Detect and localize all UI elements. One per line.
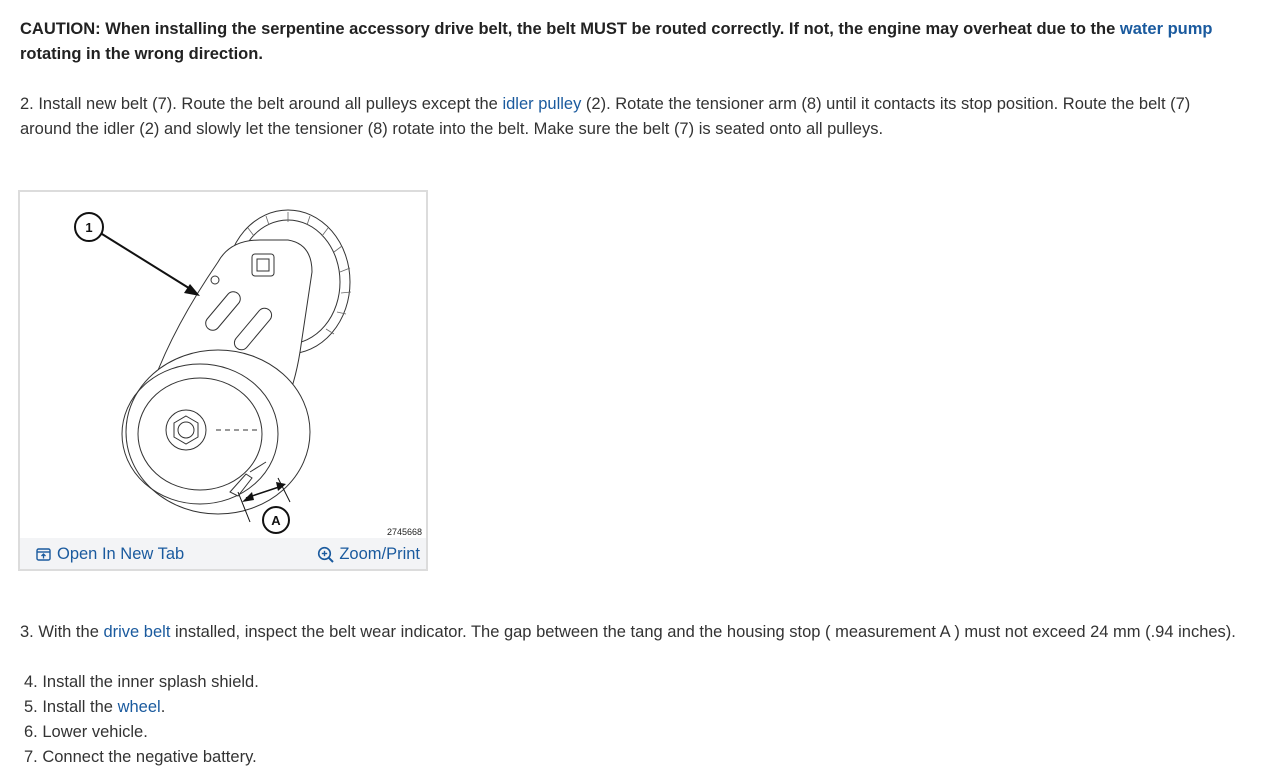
step-3 — [20, 620, 1245, 645]
step-2 — [20, 92, 1245, 142]
open-in-new-tab-button[interactable] — [36, 545, 184, 564]
magnifier-plus-icon — [317, 546, 335, 564]
external-window-icon — [36, 548, 51, 561]
step-5 — [24, 695, 165, 720]
water-pump-link[interactable]: water pump — [1119, 20, 1213, 38]
caution-text: CAUTION: When installing the serpentine accessory drive belt, the belt MUST be routed correctly. If not, the engine may overheat due to the — [20, 20, 1120, 38]
callout-a-label: A — [271, 513, 281, 528]
zoom-print-button[interactable] — [317, 545, 420, 564]
figure-id: 2745668 — [386, 527, 422, 537]
step-4: 4. Install the inner splash shield. — [24, 673, 259, 691]
step-5-text-end: . — [160, 698, 166, 716]
step-6: 6. Lower vehicle. — [24, 723, 148, 741]
step-3-text-end: installed, inspect the belt wear indicator. The gap between the tang and the housing stop ( measurement A ) must not exceed 24 mm (.94 inches). — [170, 623, 1236, 641]
step-2-text-end: (2). Rotate the tensioner arm (8) until it contacts its stop position. Route the belt (7) around the idler (2) and slowly let the tensioner (8) rotate into the belt. Make sure the belt (7) is seated onto all pulleys. — [20, 95, 1191, 138]
caution-text-end: rotating in the wrong direction. — [20, 45, 263, 63]
idler-pulley-link[interactable]: idler pulley — [502, 95, 582, 113]
open-in-new-tab-label: Open In New Tab — [57, 545, 185, 563]
figure-toolbar — [20, 538, 426, 569]
wheel-link[interactable]: wheel — [117, 698, 161, 716]
drive-belt-link[interactable]: drive belt — [103, 623, 171, 641]
step-7: 7. Connect the negative battery. — [24, 748, 257, 766]
step-5-text: 5. Install the — [24, 698, 118, 716]
step-3-text: 3. With the — [20, 623, 104, 641]
tensioner-figure — [18, 190, 428, 571]
zoom-print-label: Zoom/Print — [339, 545, 420, 563]
step-2-text: 2. Install new belt (7). Route the belt around all pulleys except the — [20, 95, 503, 113]
caution-note — [20, 17, 1250, 67]
tensioner-drawing[interactable] — [20, 192, 426, 538]
callout-1-label: 1 — [85, 220, 93, 235]
